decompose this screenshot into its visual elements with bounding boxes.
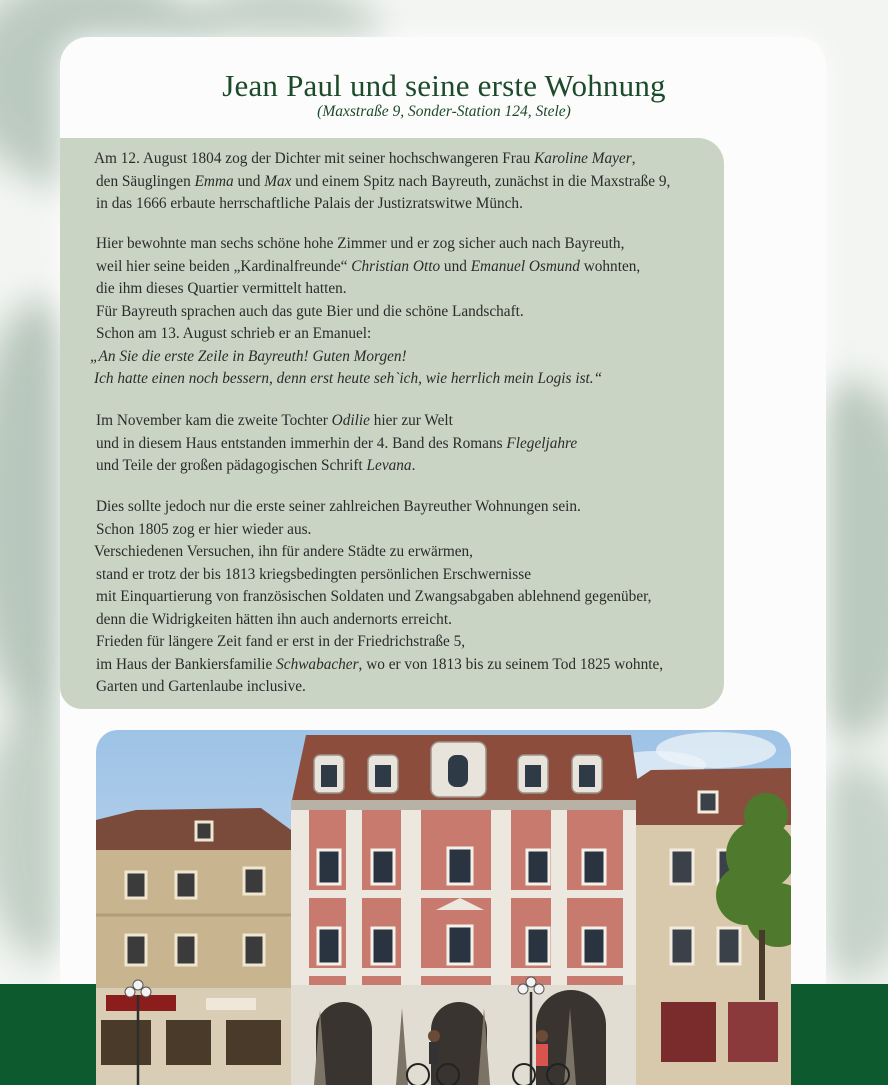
text-line: im Haus der Bankiersfamilie Schwabacher, wo er von 1813 bis zu seinem Tod 1825 wohnte, [96,655,664,673]
text-line: Verschiedenen Versuchen, ihn für andere Städte zu erwärmen, [94,543,474,560]
text-line: Im November kam die zweite Tochter Odilie hier zur Welt [96,412,453,429]
text-line: den Säuglingen Emma und Max und einem Spitz nach Bayreuth, zunächst in die Maxstraße 9, [96,172,671,190]
paragraph-later-life [60,496,724,699]
text-line: Schon am 13. August schrieb er an Emanuel: [96,325,372,342]
text-line: und Teile der großen pädagogischen Schrift Levana. [96,457,416,474]
text-panel [60,138,724,709]
text-line: stand er trotz der bis 1813 kriegsbedingten persönlichen Erschwernisse [96,565,531,583]
text-line: und in diesem Haus entstanden immerhin der 4. Band des Romans Flegeljahre [96,434,578,452]
page-title: Jean Paul und seine erste Wohnung [222,68,666,103]
page-subtitle: (Maxstraße 9, Sonder-Station 124, Stele) [317,103,571,120]
paragraph-residence [60,233,724,391]
text-line: die ihm dieses Quartier vermittelt hatten. [96,280,347,297]
paragraph-works [60,410,724,478]
text-line: weil hier seine beiden „Kardinalfreunde“ Christian Otto und Emanuel Osmund wohnten, [96,257,641,275]
text-line: Am 12. August 1804 zog der Dichter mit seiner hochschwangeren Frau Karoline Mayer, [94,150,636,167]
text-line: Garten und Gartenlaube inclusive. [96,678,306,695]
text-line: Für Bayreuth sprachen auch das gute Bier und die schöne Landschaft. [96,302,524,320]
text-line: Schon 1805 zog er hier wieder aus. [96,520,312,538]
text-line: mit Einquartierung von französischen Soldaten und Zwangsabgaben ablehnend gegenüber, [96,588,652,605]
text-line: denn die Widrigkeiten hätten ihn auch andernorts erreicht. [96,610,452,628]
text-line: Dies sollte jedoch nur die erste seiner zahlreichen Bayreuther Wohnungen sein. [96,498,581,515]
quote-line: „An Sie die erste Zeile in Bayreuth! Guten Morgen! [90,347,407,365]
paragraph-arrival [60,148,724,216]
quote-line: Ich hatte einen noch bessern, denn erst heute seh`ich, wie herrlich mein Logis ist.“ [94,370,603,387]
text-line: Hier bewohnte man sechs schöne hohe Zimmer und er zog sicher auch nach Bayreuth, [96,235,625,252]
building-photo [96,730,791,1085]
text-line: Frieden für längere Zeit fand er erst in der Friedrichstraße 5, [96,633,466,650]
text-line: in das 1666 erbaute herrschaftliche Palais der Justizratswitwe Münch. [96,195,523,212]
